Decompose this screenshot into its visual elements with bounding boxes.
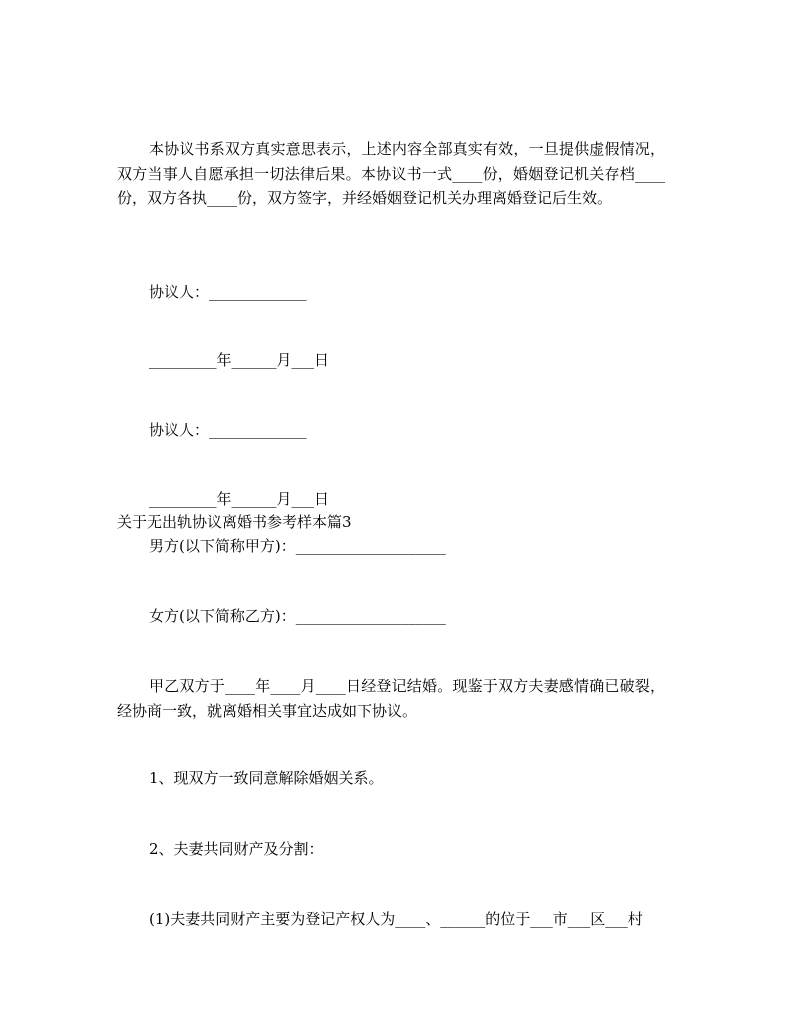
signer-line: 协议人：_____________ <box>149 421 307 439</box>
signer-line: 协议人：_____________ <box>149 283 307 301</box>
female-party-line: 女方(以下简称乙方)：____________________ <box>149 607 446 625</box>
clause-item: 1、现双方一致同意解除婚姻关系。 <box>149 769 384 787</box>
date-line: _________年______月___日 <box>149 490 330 508</box>
sub-clause-item: (1)夫妻共同财产主要为登记产权人为____、______的位于___市___区___村 <box>149 910 643 928</box>
agreement-paragraph: 本协议书系双方真实意思表示，上述内容全部真实有效，一旦提供虚假情况，双方当事人自愿承担一切法律后果。本协议书一式____份，婚姻登记机关存档____份，双方各执____份，双方签字，并经婚姻登记机关办理离婚登记后生效。 <box>117 140 665 207</box>
marriage-paragraph: 甲乙双方于____年____月____日经登记结婚。现鉴于双方夫妻感情确已破裂，经协商一致，就离婚相关事宜达成如下协议。 <box>117 677 665 720</box>
male-party-line: 男方(以下简称甲方)：____________________ <box>149 537 446 555</box>
date-line: _________年______月___日 <box>149 351 330 369</box>
section-title: 关于无出轨协议离婚书参考样本篇3 <box>117 513 352 531</box>
clause-item: 2、夫妻共同财产及分割： <box>149 840 324 858</box>
